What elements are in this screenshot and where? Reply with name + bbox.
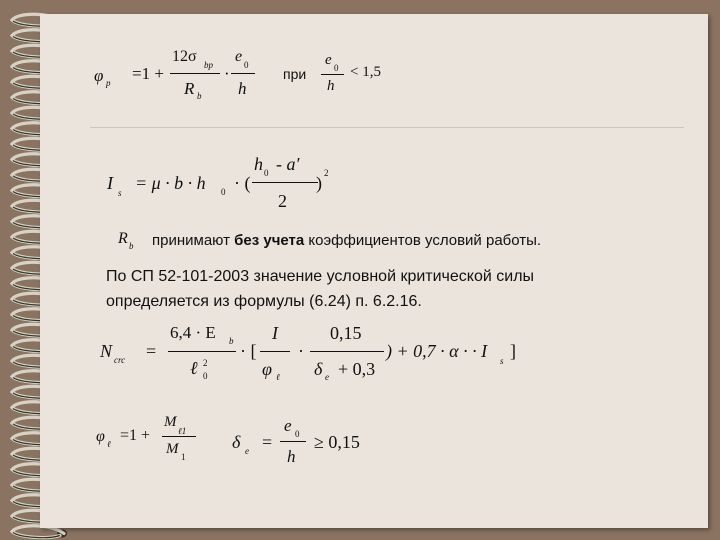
- Ncrc-frac1-numerator: 6,4 · E: [170, 323, 216, 342]
- Ncrc-tail: ) + 0,7 · α · · I: [386, 341, 488, 361]
- paragraph-line-1: По СП 52-101-2003 значение условной критической силы: [106, 268, 535, 285]
- note-text: [152, 232, 541, 249]
- Ncrc-subscript: crc: [114, 355, 126, 365]
- phi-l-fraction-bar: [162, 436, 196, 437]
- Ncrc-frac1-denominator-power: 2: [203, 358, 208, 368]
- Ncrc-frac3-numerator: 0,15: [330, 323, 362, 343]
- Ncrc-frac1-denominator: ℓ: [190, 358, 198, 378]
- Ncrc-frac1-numerator-subscript: b: [229, 336, 234, 346]
- Ncrc-frac1-bar: [168, 351, 236, 352]
- phi-l-symbol: φ: [96, 428, 105, 445]
- Ncrc-frac1-denominator-subscript: 0: [203, 371, 208, 381]
- Ncrc-equals: =: [146, 341, 157, 361]
- fraction2-numerator: e: [235, 48, 243, 65]
- phi-subscript: p: [106, 78, 111, 88]
- fraction1-denominator: R: [184, 79, 195, 98]
- delta-e-rhs: ≥ 0,15: [314, 432, 360, 452]
- delta-e-denominator: h: [287, 447, 296, 466]
- phi-l-numerator-subscript: ℓ1: [178, 426, 187, 436]
- delta-e-equals: =: [262, 432, 273, 452]
- fraction1-numerator: 12σ: [172, 48, 197, 65]
- condition-numerator-subscript: 0: [334, 63, 339, 73]
- Ncrc-frac3-bar: [310, 351, 384, 352]
- Ncrc-frac3-denominator: δ: [314, 359, 323, 379]
- Ncrc-frac3-denominator-subscript: e: [325, 372, 329, 382]
- fraction2-numerator-subscript: 0: [244, 60, 249, 70]
- Ncrc-frac2-bar: [260, 351, 290, 352]
- delta-e-numerator: e: [284, 416, 292, 435]
- open-paren: · (: [234, 173, 251, 193]
- Rb-symbol: R: [118, 230, 128, 247]
- equals-one-plus: =1 +: [132, 64, 164, 83]
- condition-numerator: e: [325, 52, 332, 68]
- paren-fraction-bar: [252, 182, 318, 183]
- phi-l-denominator-subscript: 1: [181, 452, 186, 462]
- Ncrc-frac2-numerator: I: [272, 323, 278, 343]
- condition-denominator: h: [327, 78, 335, 94]
- delta-e-subscript: e: [245, 446, 249, 456]
- note-text-bold: без учета: [234, 232, 305, 249]
- Ncrc-tail-subscript: s: [500, 356, 504, 366]
- delta-e-numerator-subscript: 0: [295, 429, 300, 439]
- Ncrc-frac2-denominator: φ: [262, 359, 272, 379]
- phi-l-denominator: M: [166, 441, 179, 457]
- phi-l-numerator: M: [164, 414, 177, 430]
- Ncrc-bracket-open: · [: [240, 341, 257, 361]
- Ncrc-bracket-close: ]: [510, 341, 516, 361]
- paren-fraction-numerator-rest: - a′: [276, 154, 300, 174]
- Ncrc-frac2-denominator-subscript: ℓ: [276, 372, 280, 382]
- paragraph: [106, 264, 534, 314]
- condition-rhs: < 1,5: [350, 64, 381, 80]
- note-text-after: коэффициентов условий работы.: [308, 232, 542, 249]
- paren-fraction-numerator-subscript: 0: [264, 168, 269, 178]
- note-text-before: принимают: [152, 232, 230, 249]
- phi-l-equals-one-plus: =1 +: [120, 427, 151, 444]
- Ncrc-frac3-denominator-rest: + 0,3: [338, 359, 376, 379]
- Ncrc-dot: ·: [298, 341, 304, 361]
- power: 2: [324, 168, 329, 178]
- paren-fraction-denominator: 2: [278, 191, 287, 211]
- Is-rhs-subscript: 0: [221, 187, 226, 197]
- Is-rhs: = μ · b · h: [135, 173, 206, 193]
- condition-fraction-bar: [321, 74, 344, 75]
- Rb-subscript: b: [129, 241, 134, 251]
- paren-fraction-numerator: h: [254, 154, 263, 174]
- fraction1-denominator-subscript: b: [197, 91, 202, 101]
- close-paren: ): [316, 173, 322, 193]
- fraction2-denominator: h: [238, 79, 247, 98]
- paragraph-line-2: определяется из формулы (6.24) п. 6.2.16.: [106, 293, 422, 310]
- Is-subscript: s: [118, 188, 122, 198]
- fraction2-bar: [231, 73, 255, 74]
- fraction1-numerator-subscript: bp: [204, 60, 213, 70]
- phi-symbol: φ: [94, 66, 104, 85]
- phi-l-subscript: ℓ: [107, 439, 111, 449]
- condition-label: при: [283, 66, 307, 82]
- fraction1-bar: [170, 73, 220, 74]
- delta-e-symbol: δ: [232, 432, 241, 452]
- Is-symbol: I: [107, 173, 113, 193]
- multiply-dot: ·: [224, 64, 230, 83]
- section-divider: [90, 127, 684, 128]
- delta-e-fraction-bar: [280, 441, 306, 442]
- Ncrc-symbol: N: [100, 341, 113, 361]
